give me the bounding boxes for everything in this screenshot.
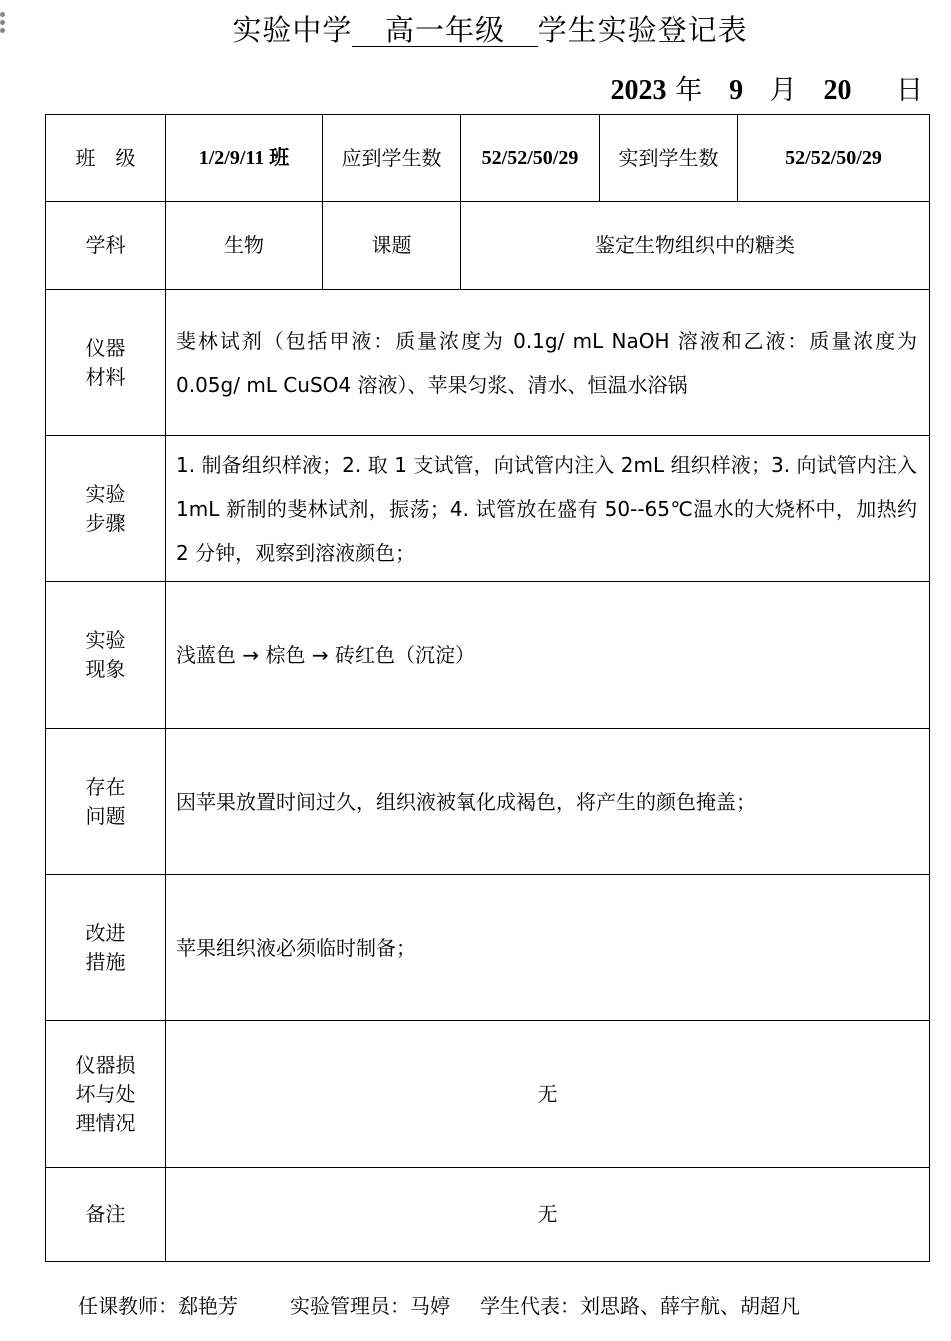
improvement-label xyxy=(46,875,166,1021)
phenomenon-label-line2: 现象 xyxy=(85,657,126,681)
teacher-signature: 任课教师：郄艳芳 xyxy=(78,1294,238,1318)
damage-label xyxy=(46,1021,166,1168)
table-row xyxy=(46,436,930,582)
damage-label-line3: 理情况 xyxy=(75,1110,136,1135)
topic-value: 鉴定生物组织中的糖类 xyxy=(461,202,930,290)
materials-text: 斐林试剂（包括甲液：质量浓度为 0.1g/ mL NaOH 溶液和乙液：质量浓度为 0.05g/ mL CuSO4 溶液）、苹果匀浆、清水、恒温水浴锅 xyxy=(166,290,930,436)
date-day-unit: 日 xyxy=(896,75,923,106)
actual-value: 52/52/50/29 xyxy=(738,115,930,202)
improvement-text: 苹果组织液必须临时制备； xyxy=(166,875,930,1021)
class-value: 1/2/9/11 班 xyxy=(166,115,323,202)
steps-label-line2: 步骤 xyxy=(85,510,126,535)
problems-label-line2: 问题 xyxy=(85,803,126,828)
table-row xyxy=(46,115,930,202)
table-row xyxy=(46,875,930,1021)
materials-label-line1: 仪器 xyxy=(85,335,126,360)
actual-label: 实到学生数 xyxy=(600,115,738,202)
expected-value: 52/52/50/29 xyxy=(461,115,600,202)
damage-label-line2: 坏与处 xyxy=(75,1081,136,1106)
problems-label xyxy=(46,729,166,875)
table-row xyxy=(46,1021,930,1168)
date-day: 20 xyxy=(823,75,852,106)
damage-label-line1: 仪器损 xyxy=(75,1052,136,1077)
title-grade xyxy=(352,14,537,47)
steps-label xyxy=(46,436,166,582)
subject-value: 生物 xyxy=(166,202,323,290)
table-row xyxy=(46,1168,930,1262)
remarks-label: 备注 xyxy=(46,1168,166,1262)
registration-table xyxy=(45,114,930,1262)
phenomenon-label-line1: 实验 xyxy=(85,628,126,652)
damage-text: 无 xyxy=(166,1021,930,1168)
class-label: 班 级 xyxy=(46,115,166,202)
materials-label xyxy=(46,290,166,436)
problems-label-line1: 存在 xyxy=(85,774,126,799)
topic-label: 课题 xyxy=(323,202,461,290)
phenomenon-text: 浅蓝色 → 棕色 → 砖红色（沉淀） xyxy=(166,582,930,729)
signature-footer xyxy=(78,1290,800,1319)
materials-label-line2: 材料 xyxy=(85,364,126,389)
table-row xyxy=(46,729,930,875)
steps-label-line1: 实验 xyxy=(85,481,126,506)
table-row xyxy=(46,290,930,436)
date-year: 2023 xyxy=(610,75,667,106)
title-grade-text: 高一年级 xyxy=(384,13,505,47)
table-row xyxy=(46,202,930,290)
remarks-text: 无 xyxy=(166,1168,930,1262)
date-year-unit: 年 xyxy=(675,75,703,106)
date-month-unit: 月 xyxy=(769,75,797,106)
title-suffix: 学生实验登记表 xyxy=(537,13,748,47)
improvement-label-line1: 改进 xyxy=(85,920,126,945)
page-title xyxy=(0,8,951,49)
manager-signature: 实验管理员：马婷 xyxy=(290,1294,450,1318)
phenomenon-label xyxy=(46,582,166,729)
date-line xyxy=(610,68,923,107)
steps-text: 1. 制备组织样液；2. 取 1 支试管，向试管内注入 2mL 组织样液；3. 向试管内注入 1mL 新制的斐林试剂，振荡；4. 试管放在盛有 50--65℃温水的大烧杯中，加热约 2 分钟，观察到溶液颜色； xyxy=(166,436,930,582)
expected-label: 应到学生数 xyxy=(323,115,461,202)
problems-text: 因苹果放置时间过久，组织液被氧化成褐色，将产生的颜色掩盖； xyxy=(166,729,930,875)
date-month: 9 xyxy=(729,75,744,106)
table-row xyxy=(46,582,930,729)
student-representatives: 学生代表：刘思路、薛宇航、胡超凡 xyxy=(480,1294,800,1318)
improvement-label-line2: 措施 xyxy=(85,949,126,974)
title-prefix: 实验中学 xyxy=(232,13,353,47)
subject-label: 学科 xyxy=(46,202,166,290)
